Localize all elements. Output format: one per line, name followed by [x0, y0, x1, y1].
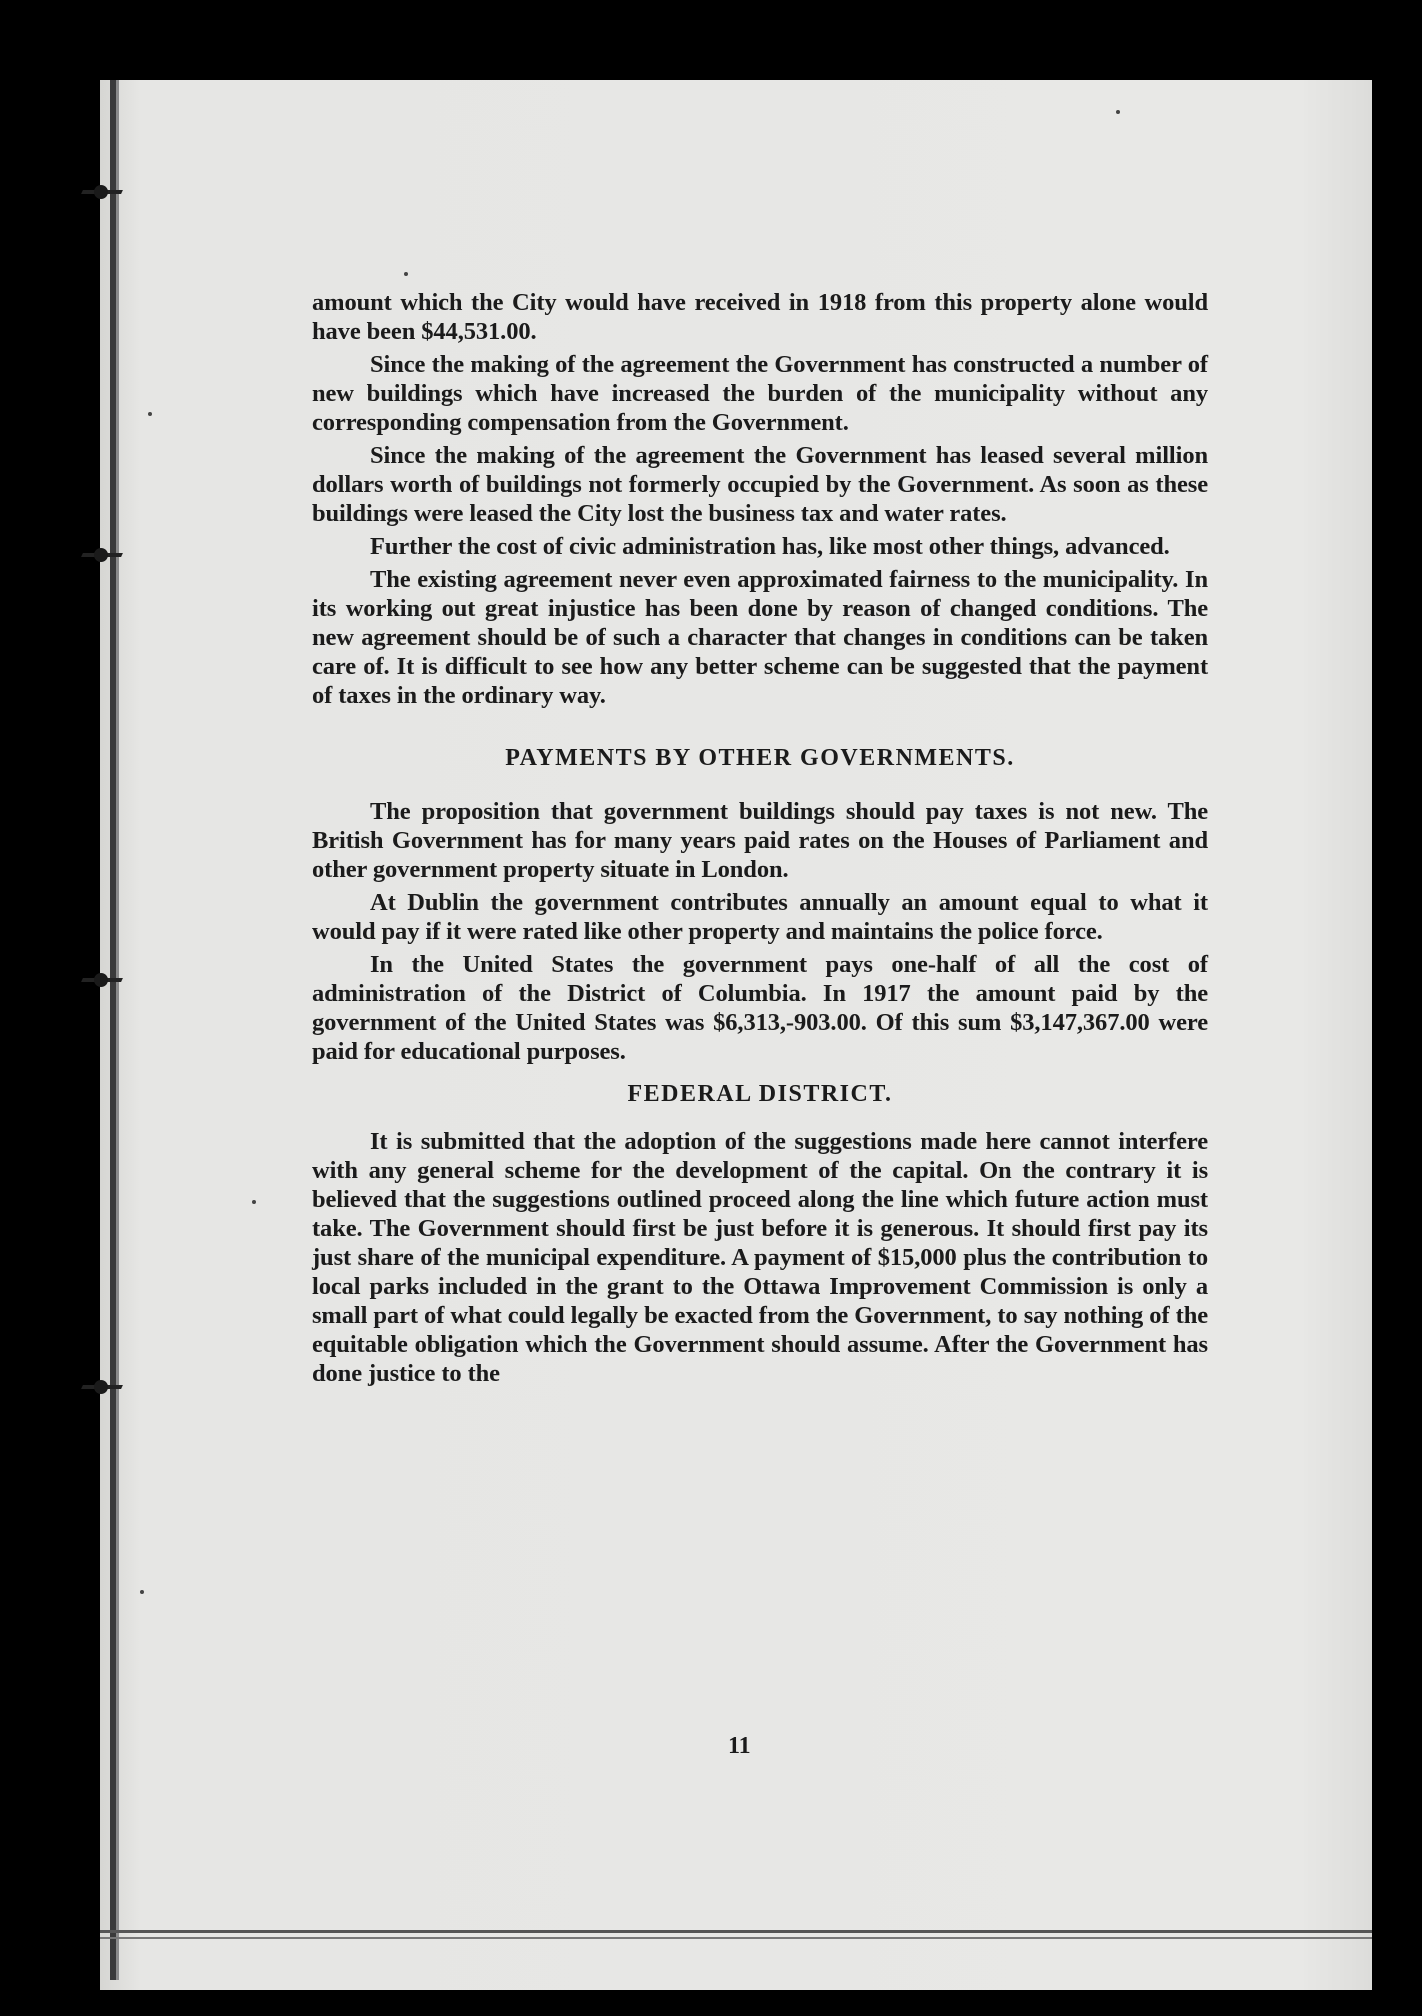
page-bottom-edge-shadow — [100, 1937, 1372, 1939]
binding-stitch — [82, 548, 122, 562]
paragraph: The proposition that government buildings should pay taxes is not new. The British Government has for many years paid rates on the Houses of Parliament and other government property situate in London. — [312, 798, 1208, 883]
page-bottom-edge — [100, 1930, 1372, 1933]
speck — [252, 1200, 256, 1204]
page-number: 11 — [728, 1733, 751, 1759]
speck — [140, 1590, 144, 1594]
binding-stitch — [82, 1380, 122, 1394]
binding-shadow — [116, 80, 119, 1980]
speck — [148, 412, 152, 416]
section-heading-payments: PAYMENTS BY OTHER GOVERNMENTS. — [505, 745, 1015, 771]
paragraph: The existing agreement never even approximated fairness to the municipality. In its working out great injustice has been done by reason of changed conditions. The new agreement should be of such a character that changes in conditions can be taken care of. It is difficult to see how any better scheme can be suggested that the payment of taxes in the ordinary way. — [312, 566, 1208, 709]
binding-stitch — [82, 973, 122, 987]
paragraph: amount which the City would have received in 1918 from this property alone would have been $44,531.00. — [312, 289, 1208, 345]
paragraph: In the United States the government pays one-half of all the cost of administration of the District of Columbia. In 1917 the amount paid by the government of the United States was $6,313,-903.00. Of this sum $3,147,367.00 were paid for educational purposes. — [312, 951, 1208, 1065]
speck — [1116, 110, 1120, 114]
paragraph: It is submitted that the adoption of the suggestions made here cannot interfere with any general scheme for the development of the capital. On the contrary it is believed that the suggestions outlined proceed along the line which future action must take. The Government should first be just before it is generous. It should first pay its just share of the municipal expenditure. A payment of $15,000 plus the contribution to local parks included in the grant to the Ottawa Improvement Commission is only a small part of what could legally be exacted from the Government, to say nothing of the equitable obligation which the Government should assume. After the Government has done justice to the — [312, 1128, 1208, 1387]
page-body-text — [312, 288, 1208, 1392]
paragraph: Since the making of the agreement the Government has leased several million dollars worth of buildings not formerly occupied by the Government. As soon as these buildings were leased the City lost the business tax and water rates. — [312, 442, 1208, 527]
paragraph: Further the cost of civic administration has, like most other things, advanced. — [370, 533, 1170, 560]
paragraph: At Dublin the government contributes annually an amount equal to what it would pay if it were rated like other property and maintains the police force. — [312, 889, 1208, 945]
binding-stitch — [82, 185, 122, 199]
speck — [404, 272, 408, 276]
section-heading-federal-district: FEDERAL DISTRICT. — [627, 1081, 893, 1107]
paragraph: Since the making of the agreement the Government has constructed a number of new buildings which have increased the burden of the municipality without any corresponding compensation from the Government. — [312, 351, 1208, 436]
